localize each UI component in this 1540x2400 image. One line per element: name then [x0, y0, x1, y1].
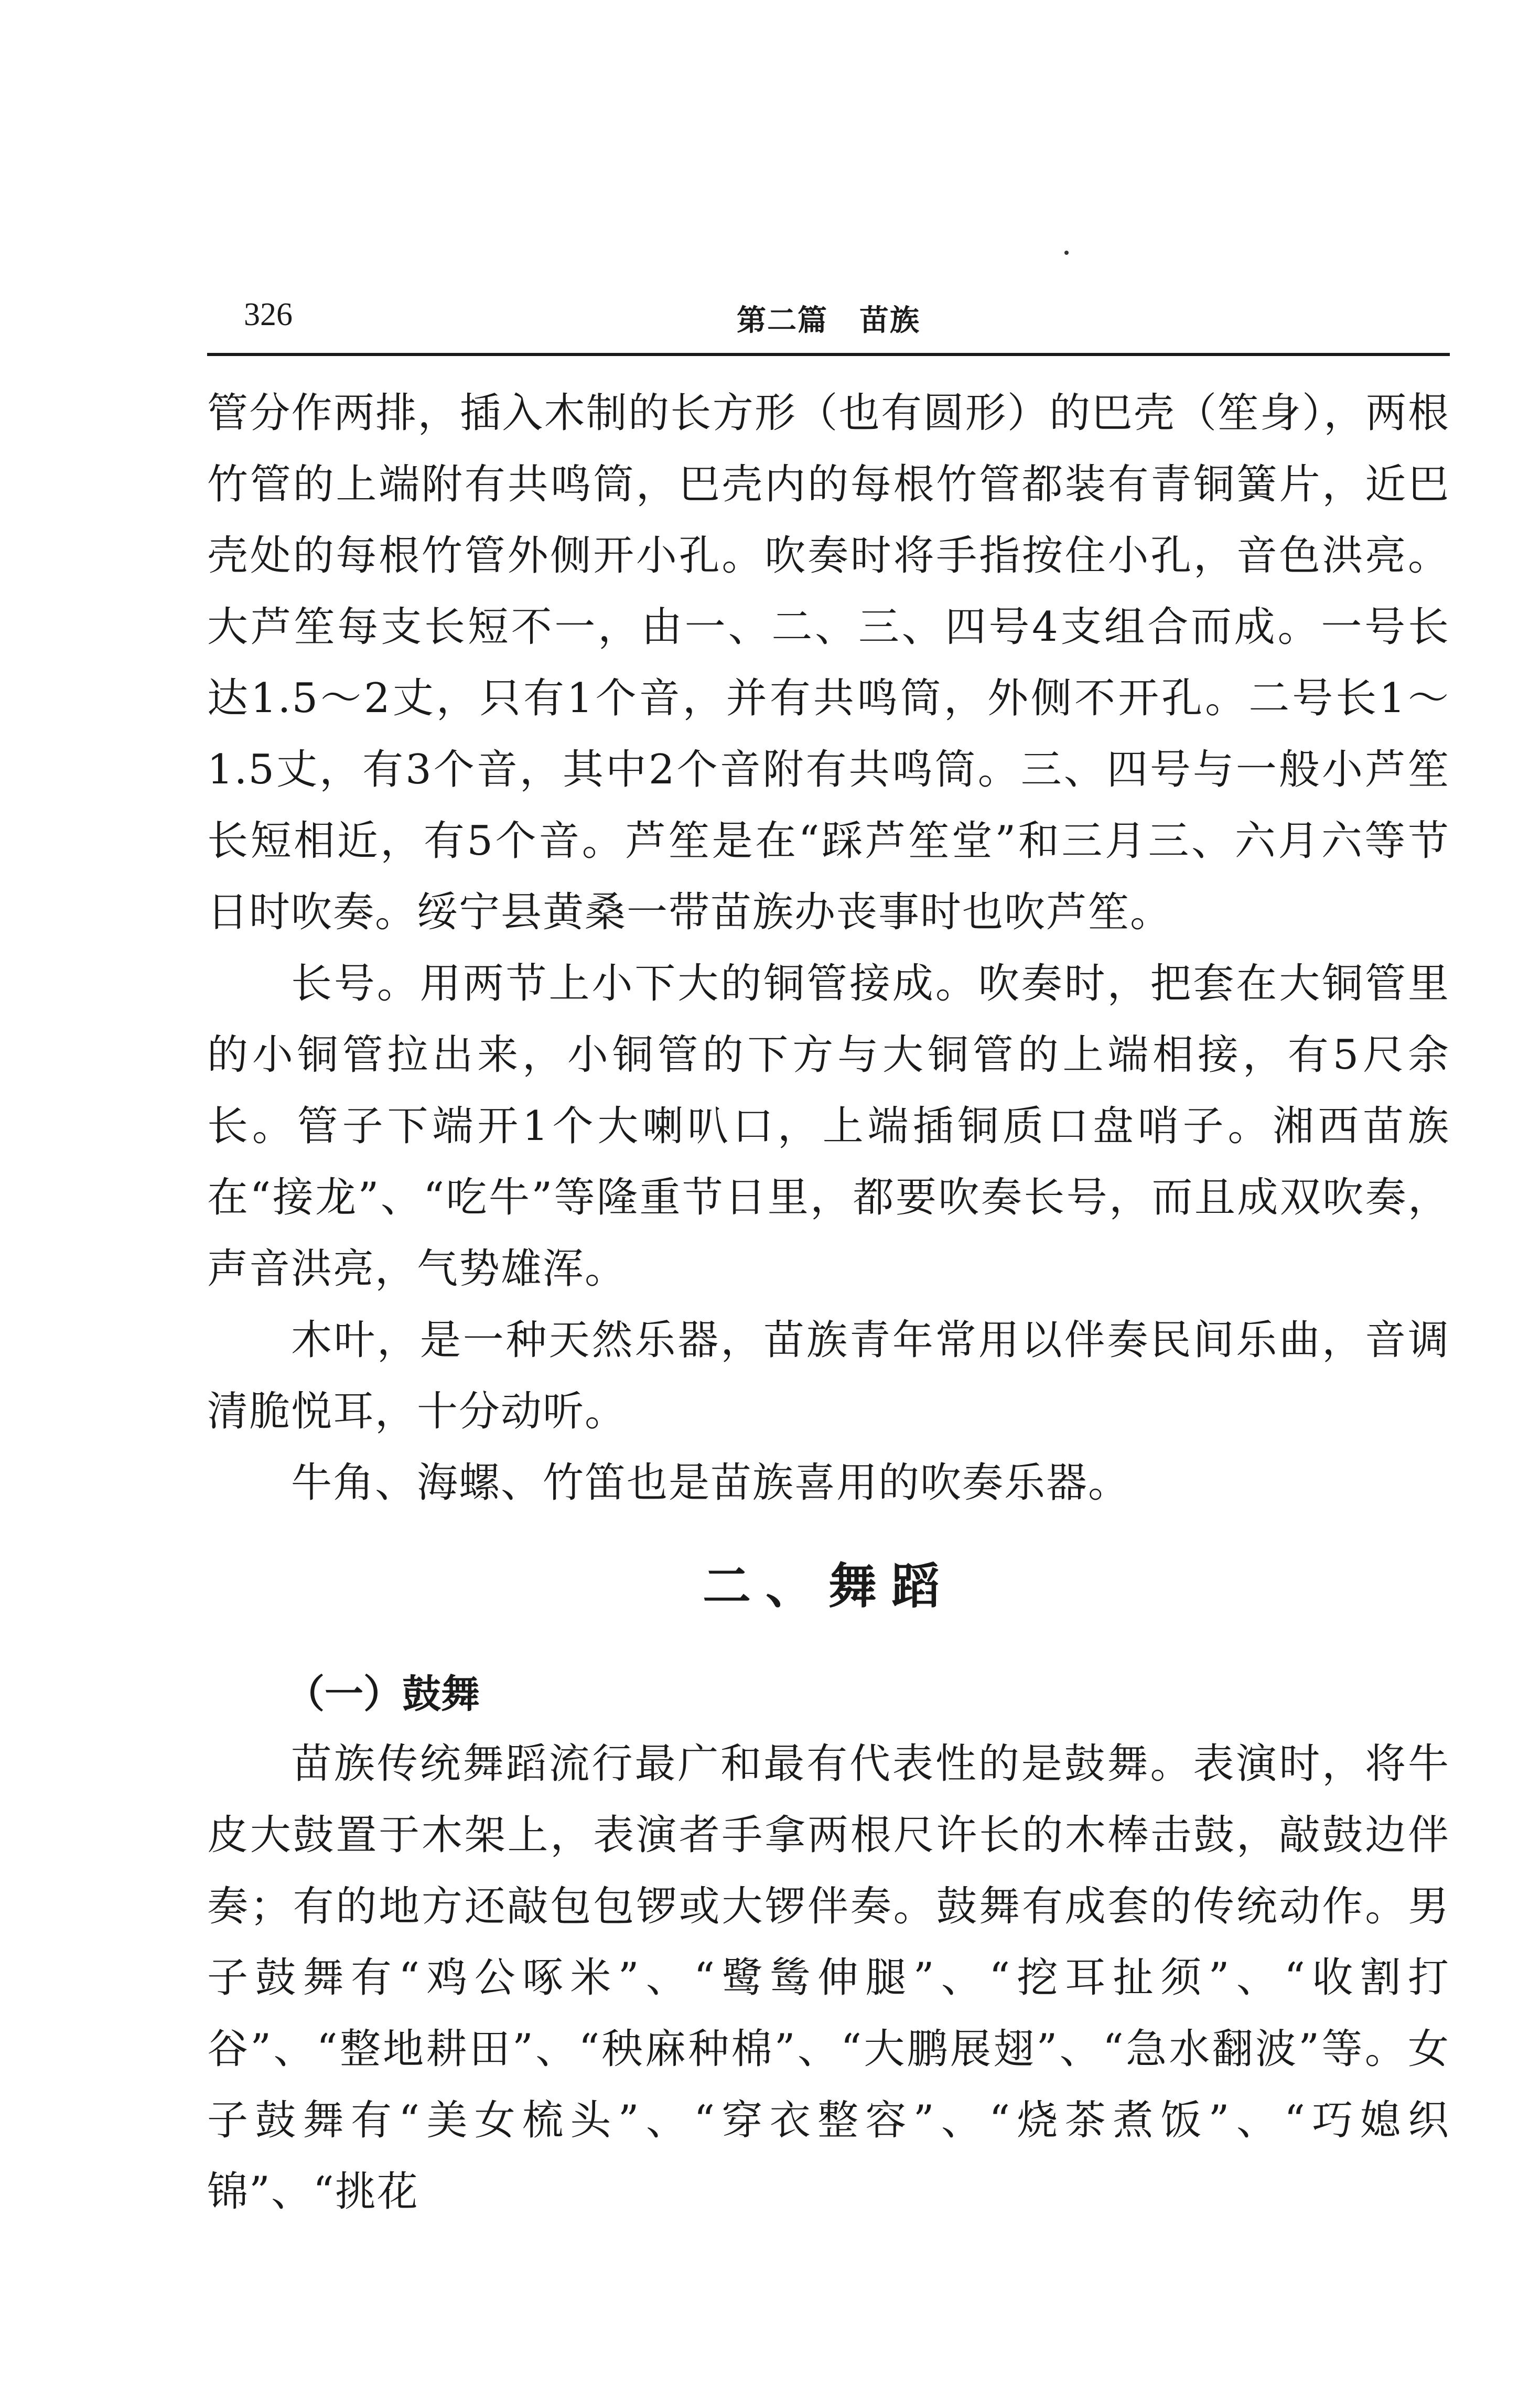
paragraph-leaf-instrument: 木叶，是一种天然乐器，苗族青年常用以伴奏民间乐曲，音调清脆悦耳，十分动听。 [207, 1317, 1450, 1435]
subsection-title: （一）鼓舞 [286, 1672, 480, 1717]
paragraph-wind-instruments: 牛角、海螺、竹笛也是苗族喜用的吹奏乐器。 [291, 1459, 1130, 1506]
paragraph-long-horn: 长号。用两节上小下大的铜管接成。吹奏时，把套在大铜管里的小铜管拉出来，小铜管的下方与大铜管的上端相接，有5尺余长。管子下端开1个大喇叭口，上端插铜质口盘哨子。湘西苗族在“接龙”、“吃牛”等隆重节日里，都要吹奏长号，而且成双吹奏，声音洪亮，气势雄浑。 [207, 960, 1450, 1293]
body-text [207, 378, 1450, 2227]
chapter-label: 苗族 [859, 304, 920, 338]
running-head-title [207, 297, 1450, 339]
scan-speck [1064, 251, 1069, 255]
section-title: 二、舞蹈 [702, 1558, 954, 1615]
paragraph-drum-dance: 苗族传统舞蹈流行最广和最有代表性的是鼓舞。表演时，将牛皮大鼓置于木架上，表演者手拿两根尺许长的木棒击鼓，敲鼓边伴奏；有的地方还敲包包锣或大锣伴奏。鼓舞有成套的传统动作。男子鼓舞有“鸡公啄米”、“鹭鸶伸腿”、“挖耳扯须”、“收割打谷”、“整地耕田”、“秧麻种棉”、“大鹏展翅”、“急水翻波”等。女子鼓舞有“美女梳头”、“穿衣整容”、“烧茶煮饭”、“巧媳织锦”、“挑花 [207, 1740, 1450, 2215]
page-number: 326 [244, 297, 293, 332]
running-header [207, 286, 1450, 359]
part-label: 第二篇 [737, 304, 828, 338]
header-rule [207, 353, 1450, 356]
paragraph-lusheng: 管分作两排，插入木制的长方形（也有圆形）的巴壳（笙身），两根竹管的上端附有共鸣筒，巴壳内的每根竹管都装有青铜簧片，近巴壳处的每根竹管外侧开小孔。吹奏时将手指按住小孔，音色洪亮。大芦笙每支长短不一，由一、二、三、四号4支组合而成。一号长达1.5～2丈，只有1个音，并有共鸣筒，外侧不开孔。二号长1～1.5丈，有3个音，其中2个音附有共鸣筒。三、四号与一般小芦笙长短相近，有5个音。芦笙是在“踩芦笙堂”和三月三、六月六等节日时吹奏。绥宁县黄桑一带苗族办丧事时也吹芦笙。 [207, 390, 1450, 936]
